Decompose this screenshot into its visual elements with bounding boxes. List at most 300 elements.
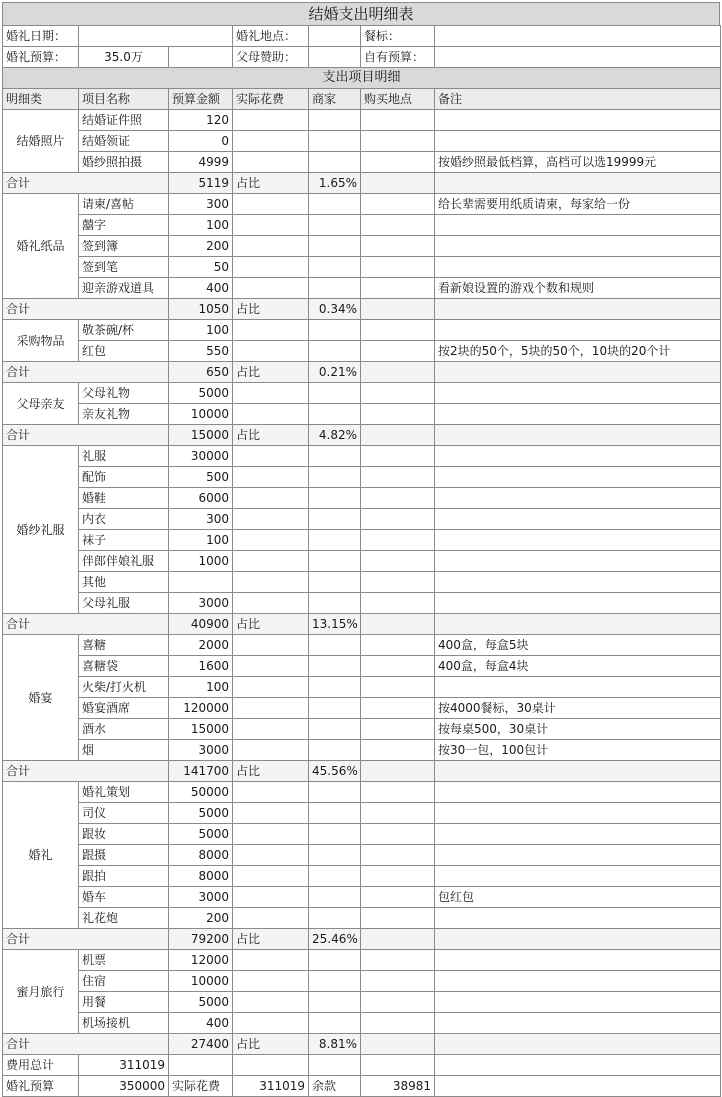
budget-amount-cell[interactable]: 15000 <box>169 719 233 740</box>
budget-amount-cell[interactable]: 500 <box>169 467 233 488</box>
purchase-place-cell[interactable] <box>361 656 435 677</box>
purchase-place-cell[interactable] <box>361 383 435 404</box>
vendor-cell[interactable] <box>309 740 361 761</box>
ratio-value: 13.15% <box>309 614 361 635</box>
purchase-place-cell[interactable] <box>361 887 435 908</box>
item-name-cell[interactable]: 父母礼物 <box>79 383 169 404</box>
vendor-cell[interactable] <box>309 1013 361 1034</box>
vendor-cell[interactable] <box>309 719 361 740</box>
budget-amount-cell[interactable]: 50000 <box>169 782 233 803</box>
purchase-place-cell[interactable] <box>361 467 435 488</box>
subtotal-row <box>3 614 721 635</box>
empty-cell[interactable] <box>361 173 435 194</box>
note-cell[interactable]: 400盒，每盒4块 <box>435 656 721 677</box>
note-cell[interactable] <box>435 971 721 992</box>
vendor-cell[interactable] <box>309 803 361 824</box>
empty-cell[interactable] <box>233 1055 309 1076</box>
purchase-place-cell[interactable] <box>361 236 435 257</box>
vendor-cell[interactable] <box>309 194 361 215</box>
item-row <box>3 110 721 131</box>
actual-cost-cell[interactable] <box>233 236 309 257</box>
empty-cell[interactable] <box>435 362 721 383</box>
item-name-cell[interactable]: 迎亲游戏道具 <box>79 278 169 299</box>
actual-cost-cell[interactable] <box>233 257 309 278</box>
subtotal-budget: 141700 <box>169 761 233 782</box>
item-name-cell[interactable]: 婚车 <box>79 887 169 908</box>
item-row <box>3 824 721 845</box>
note-cell[interactable] <box>435 530 721 551</box>
purchase-place-cell[interactable] <box>361 971 435 992</box>
budget-amount-cell[interactable]: 400 <box>169 1013 233 1034</box>
item-name-cell[interactable]: 婚宴酒席 <box>79 698 169 719</box>
item-row <box>3 467 721 488</box>
purchase-place-cell[interactable] <box>361 509 435 530</box>
item-name-cell[interactable]: 跟拍 <box>79 866 169 887</box>
category-name: 结婚照片 <box>3 110 79 173</box>
vendor-cell[interactable] <box>309 971 361 992</box>
budget-amount-cell[interactable]: 12000 <box>169 950 233 971</box>
purchase-place-cell[interactable] <box>361 1013 435 1034</box>
purchase-place-cell[interactable] <box>361 530 435 551</box>
actual-cost-cell[interactable] <box>233 782 309 803</box>
actual-cost-cell[interactable] <box>233 1013 309 1034</box>
item-name-cell[interactable]: 酒水 <box>79 719 169 740</box>
col-header-actual: 实际花费 <box>233 89 309 110</box>
info-row-2 <box>3 47 721 68</box>
item-name-cell[interactable]: 婚礼策划 <box>79 782 169 803</box>
actual-cost-cell[interactable] <box>233 467 309 488</box>
purchase-place-cell[interactable] <box>361 320 435 341</box>
item-name-cell[interactable]: 喜糖袋 <box>79 656 169 677</box>
actual-cost-cell[interactable] <box>233 866 309 887</box>
note-cell[interactable] <box>435 509 721 530</box>
purchase-place-cell[interactable] <box>361 698 435 719</box>
actual-cost-cell[interactable] <box>233 551 309 572</box>
item-row <box>3 908 721 929</box>
budget-value-cell[interactable]: 35.0万 <box>79 47 169 68</box>
item-name-cell[interactable]: 父母礼服 <box>79 593 169 614</box>
vendor-cell[interactable] <box>309 509 361 530</box>
note-cell[interactable]: 按每桌500，30桌计 <box>435 719 721 740</box>
actual-cost-cell[interactable] <box>233 404 309 425</box>
note-cell[interactable] <box>435 992 721 1013</box>
empty-cell[interactable] <box>361 929 435 950</box>
purchase-place-cell[interactable] <box>361 740 435 761</box>
budget-amount-cell[interactable]: 120 <box>169 110 233 131</box>
purchase-place-cell[interactable] <box>361 593 435 614</box>
section-title-row <box>3 68 721 89</box>
vendor-cell[interactable] <box>309 152 361 173</box>
subtotal-label: 合计 <box>3 1034 169 1055</box>
vendor-cell[interactable] <box>309 845 361 866</box>
empty-cell[interactable] <box>309 1055 361 1076</box>
note-cell[interactable] <box>435 1013 721 1034</box>
item-name-cell[interactable]: 机票 <box>79 950 169 971</box>
item-name-cell[interactable]: 用餐 <box>79 992 169 1013</box>
actual-cost-cell[interactable] <box>233 803 309 824</box>
purchase-place-cell[interactable] <box>361 551 435 572</box>
budget-amount-cell[interactable]: 6000 <box>169 488 233 509</box>
purchase-place-cell[interactable] <box>361 341 435 362</box>
empty-cell[interactable] <box>361 1055 435 1076</box>
subtotal-label: 合计 <box>3 929 169 950</box>
budget-amount-cell[interactable]: 5000 <box>169 992 233 1013</box>
item-name-cell[interactable]: 签到笔 <box>79 257 169 278</box>
note-cell[interactable] <box>435 404 721 425</box>
vendor-cell[interactable] <box>309 593 361 614</box>
actual-cost-cell[interactable] <box>233 572 309 593</box>
item-name-cell[interactable]: 火柴/打火机 <box>79 677 169 698</box>
budget-amount-cell[interactable]: 30000 <box>169 446 233 467</box>
note-cell[interactable] <box>435 488 721 509</box>
empty-cell[interactable] <box>435 1076 721 1097</box>
budget-amount-cell[interactable]: 100 <box>169 320 233 341</box>
note-cell[interactable] <box>435 572 721 593</box>
col-header-place: 购买地点 <box>361 89 435 110</box>
budget-amount-cell[interactable]: 300 <box>169 194 233 215</box>
empty-cell[interactable] <box>361 299 435 320</box>
budget-amount-cell[interactable]: 3000 <box>169 740 233 761</box>
note-cell[interactable]: 包红包 <box>435 887 721 908</box>
purchase-place-cell[interactable] <box>361 803 435 824</box>
note-cell[interactable] <box>435 824 721 845</box>
budget-amount-cell[interactable]: 5000 <box>169 824 233 845</box>
budget-amount-cell[interactable]: 550 <box>169 341 233 362</box>
empty-cell[interactable] <box>435 425 721 446</box>
purchase-place-cell[interactable] <box>361 131 435 152</box>
vendor-cell[interactable] <box>309 992 361 1013</box>
item-name-cell[interactable]: 结婚证件照 <box>79 110 169 131</box>
item-name-cell[interactable]: 婚纱照拍摄 <box>79 152 169 173</box>
note-cell[interactable] <box>435 446 721 467</box>
note-cell[interactable] <box>435 320 721 341</box>
empty-cell[interactable] <box>361 425 435 446</box>
vendor-cell[interactable] <box>309 446 361 467</box>
note-cell[interactable] <box>435 131 721 152</box>
purchase-place-cell[interactable] <box>361 572 435 593</box>
actual-cost-cell[interactable] <box>233 446 309 467</box>
budget-amount-cell[interactable]: 10000 <box>169 404 233 425</box>
empty-cell[interactable] <box>169 47 233 68</box>
item-name-cell[interactable]: 司仪 <box>79 803 169 824</box>
parents-support-cell[interactable] <box>309 47 361 68</box>
item-row <box>3 677 721 698</box>
empty-cell[interactable] <box>361 614 435 635</box>
budget-amount-cell[interactable]: 100 <box>169 677 233 698</box>
actual-cost-cell[interactable] <box>233 383 309 404</box>
item-name-cell[interactable]: 请柬/喜帖 <box>79 194 169 215</box>
purchase-place-cell[interactable] <box>361 404 435 425</box>
budget-amount-cell[interactable]: 3000 <box>169 887 233 908</box>
sheet-title: 结婚支出明细表 <box>2 2 720 26</box>
empty-cell[interactable] <box>435 299 721 320</box>
ratio-value: 0.34% <box>309 299 361 320</box>
note-cell[interactable] <box>435 866 721 887</box>
actual-cost-cell[interactable] <box>233 110 309 131</box>
item-row <box>3 656 721 677</box>
note-cell[interactable]: 按4000餐标，30桌计 <box>435 698 721 719</box>
note-cell[interactable] <box>435 950 721 971</box>
actual-cost-cell[interactable] <box>233 719 309 740</box>
balance-label: 余款 <box>309 1076 361 1097</box>
empty-cell[interactable] <box>361 362 435 383</box>
vendor-cell[interactable] <box>309 887 361 908</box>
actual-cost-cell[interactable] <box>233 677 309 698</box>
empty-cell[interactable] <box>169 1055 233 1076</box>
meal-standard-cell[interactable] <box>435 26 721 47</box>
vendor-cell[interactable] <box>309 551 361 572</box>
item-name-cell[interactable]: 机场接机 <box>79 1013 169 1034</box>
budget-amount-cell[interactable]: 8000 <box>169 866 233 887</box>
note-cell[interactable] <box>435 383 721 404</box>
item-name-cell[interactable]: 礼服 <box>79 446 169 467</box>
note-cell[interactable] <box>435 803 721 824</box>
note-cell[interactable] <box>435 677 721 698</box>
item-row <box>3 131 721 152</box>
item-name-cell[interactable]: 内衣 <box>79 509 169 530</box>
vendor-cell[interactable] <box>309 908 361 929</box>
actual-cost-cell[interactable] <box>233 992 309 1013</box>
purchase-place-cell[interactable] <box>361 110 435 131</box>
item-row <box>3 719 721 740</box>
vendor-cell[interactable] <box>309 656 361 677</box>
purchase-place-cell[interactable] <box>361 866 435 887</box>
note-cell[interactable]: 按婚纱照最低档算，高档可以选19999元 <box>435 152 721 173</box>
subtotal-row <box>3 929 721 950</box>
vendor-cell[interactable] <box>309 866 361 887</box>
budget-amount-cell[interactable]: 300 <box>169 509 233 530</box>
budget-amount-cell[interactable] <box>169 572 233 593</box>
empty-cell[interactable] <box>435 1034 721 1055</box>
empty-cell[interactable] <box>435 614 721 635</box>
actual-cost-cell[interactable] <box>233 593 309 614</box>
balance-value: 38981 <box>361 1076 435 1097</box>
budget-amount-cell[interactable]: 0 <box>169 131 233 152</box>
note-cell[interactable] <box>435 257 721 278</box>
item-name-cell[interactable]: 伴郎伴娘礼服 <box>79 551 169 572</box>
actual-cost-cell[interactable] <box>233 656 309 677</box>
note-cell[interactable]: 给长辈需要用纸质请柬，每家给一份 <box>435 194 721 215</box>
item-name-cell[interactable]: 结婚领证 <box>79 131 169 152</box>
budget-amount-cell[interactable]: 50 <box>169 257 233 278</box>
ratio-label: 占比 <box>233 1034 309 1055</box>
empty-cell[interactable] <box>435 761 721 782</box>
empty-cell[interactable] <box>361 1034 435 1055</box>
wedding-place-cell[interactable] <box>309 26 361 47</box>
item-name-cell[interactable]: 敬茶碗/杯 <box>79 320 169 341</box>
actual-cost-cell[interactable] <box>233 740 309 761</box>
vendor-cell[interactable] <box>309 215 361 236</box>
vendor-cell[interactable] <box>309 110 361 131</box>
vendor-cell[interactable] <box>309 404 361 425</box>
subtotal-budget: 1050 <box>169 299 233 320</box>
item-name-cell[interactable]: 住宿 <box>79 971 169 992</box>
purchase-place-cell[interactable] <box>361 215 435 236</box>
purchase-place-cell[interactable] <box>361 992 435 1013</box>
budget-amount-cell[interactable]: 1000 <box>169 551 233 572</box>
budget-amount-cell[interactable]: 8000 <box>169 845 233 866</box>
note-cell[interactable]: 400盒，每盒5块 <box>435 635 721 656</box>
item-name-cell[interactable]: 其他 <box>79 572 169 593</box>
actual-cost-cell[interactable] <box>233 341 309 362</box>
note-cell[interactable] <box>435 593 721 614</box>
note-cell[interactable] <box>435 236 721 257</box>
item-name-cell[interactable]: 签到簿 <box>79 236 169 257</box>
actual-cost-cell[interactable] <box>233 320 309 341</box>
note-cell[interactable]: 按2块的50个，5块的50个，10块的20个计 <box>435 341 721 362</box>
item-name-cell[interactable]: 跟摄 <box>79 845 169 866</box>
subtotal-label: 合计 <box>3 614 169 635</box>
wedding-date-cell[interactable] <box>79 26 233 47</box>
purchase-place-cell[interactable] <box>361 845 435 866</box>
item-row <box>3 992 721 1013</box>
budget-amount-cell[interactable]: 100 <box>169 530 233 551</box>
item-row <box>3 194 721 215</box>
vendor-cell[interactable] <box>309 383 361 404</box>
note-cell[interactable] <box>435 467 721 488</box>
item-row <box>3 551 721 572</box>
budget-amount-cell[interactable]: 4999 <box>169 152 233 173</box>
vendor-cell[interactable] <box>309 572 361 593</box>
purchase-place-cell[interactable] <box>361 152 435 173</box>
item-name-cell[interactable]: 跟妆 <box>79 824 169 845</box>
actual-cost-cell[interactable] <box>233 152 309 173</box>
budget-amount-cell[interactable]: 3000 <box>169 593 233 614</box>
budget-amount-cell[interactable]: 10000 <box>169 971 233 992</box>
item-row <box>3 1013 721 1034</box>
vendor-cell[interactable] <box>309 278 361 299</box>
budget-amount-cell[interactable]: 5000 <box>169 803 233 824</box>
vendor-cell[interactable] <box>309 635 361 656</box>
vendor-cell[interactable] <box>309 530 361 551</box>
item-row <box>3 593 721 614</box>
actual-cost-cell[interactable] <box>233 635 309 656</box>
budget-summary-row <box>3 1076 721 1097</box>
item-name-cell[interactable]: 烟 <box>79 740 169 761</box>
item-row <box>3 257 721 278</box>
category-name: 蜜月旅行 <box>3 950 79 1034</box>
purchase-place-cell[interactable] <box>361 446 435 467</box>
budget-amount-cell[interactable]: 5000 <box>169 383 233 404</box>
purchase-place-cell[interactable] <box>361 257 435 278</box>
actual-cost-cell[interactable] <box>233 698 309 719</box>
note-cell[interactable] <box>435 110 721 131</box>
vendor-cell[interactable] <box>309 341 361 362</box>
vendor-cell[interactable] <box>309 950 361 971</box>
item-name-cell[interactable]: 红包 <box>79 341 169 362</box>
actual-cost-cell[interactable] <box>233 845 309 866</box>
vendor-cell[interactable] <box>309 320 361 341</box>
actual-cost-cell[interactable] <box>233 215 309 236</box>
purchase-place-cell[interactable] <box>361 677 435 698</box>
vendor-cell[interactable] <box>309 467 361 488</box>
purchase-place-cell[interactable] <box>361 950 435 971</box>
empty-cell[interactable] <box>435 173 721 194</box>
empty-cell[interactable] <box>361 761 435 782</box>
item-name-cell[interactable]: 喜糖 <box>79 635 169 656</box>
subtotal-label: 合计 <box>3 425 169 446</box>
budget-amount-cell[interactable]: 2000 <box>169 635 233 656</box>
item-row <box>3 866 721 887</box>
purchase-place-cell[interactable] <box>361 908 435 929</box>
vendor-cell[interactable] <box>309 824 361 845</box>
budget-amount-cell[interactable]: 100 <box>169 215 233 236</box>
note-cell[interactable] <box>435 215 721 236</box>
item-name-cell[interactable]: 配饰 <box>79 467 169 488</box>
item-row <box>3 215 721 236</box>
item-name-cell[interactable]: 囍字 <box>79 215 169 236</box>
purchase-place-cell[interactable] <box>361 194 435 215</box>
category-name: 父母亲友 <box>3 383 79 425</box>
actual-cost-cell[interactable] <box>233 131 309 152</box>
actual-cost-cell[interactable] <box>233 950 309 971</box>
actual-cost-cell[interactable] <box>233 530 309 551</box>
purchase-place-cell[interactable] <box>361 824 435 845</box>
actual-cost-cell[interactable] <box>233 278 309 299</box>
note-cell[interactable]: 按30一包，100包计 <box>435 740 721 761</box>
column-header-row <box>3 89 721 110</box>
actual-cost-cell[interactable] <box>233 887 309 908</box>
vendor-cell[interactable] <box>309 488 361 509</box>
actual-cost-cell[interactable] <box>233 509 309 530</box>
budget-amount-cell[interactable]: 200 <box>169 236 233 257</box>
subtotal-budget: 5119 <box>169 173 233 194</box>
budget-amount-cell[interactable]: 1600 <box>169 656 233 677</box>
actual-cost-cell[interactable] <box>233 194 309 215</box>
budget-amount-cell[interactable]: 400 <box>169 278 233 299</box>
actual-cost-cell[interactable] <box>233 971 309 992</box>
actual-cost-cell[interactable] <box>233 908 309 929</box>
item-name-cell[interactable]: 礼花炮 <box>79 908 169 929</box>
note-cell[interactable] <box>435 782 721 803</box>
vendor-cell[interactable] <box>309 236 361 257</box>
subtotal-budget: 40900 <box>169 614 233 635</box>
subtotal-budget: 27400 <box>169 1034 233 1055</box>
note-cell[interactable] <box>435 551 721 572</box>
purchase-place-cell[interactable] <box>361 488 435 509</box>
note-cell[interactable]: 看新娘设置的游戏个数和规则 <box>435 278 721 299</box>
category-name: 婚宴 <box>3 635 79 761</box>
purchase-place-cell[interactable] <box>361 278 435 299</box>
subtotal-row <box>3 425 721 446</box>
budget-amount-cell[interactable]: 120000 <box>169 698 233 719</box>
actual-cost-cell[interactable] <box>233 488 309 509</box>
purchase-place-cell[interactable] <box>361 635 435 656</box>
vendor-cell[interactable] <box>309 131 361 152</box>
actual-cost-cell[interactable] <box>233 824 309 845</box>
purchase-place-cell[interactable] <box>361 782 435 803</box>
item-name-cell[interactable]: 袜子 <box>79 530 169 551</box>
item-name-cell[interactable]: 亲友礼物 <box>79 404 169 425</box>
note-cell[interactable] <box>435 845 721 866</box>
category-name: 婚礼 <box>3 782 79 929</box>
empty-cell[interactable] <box>435 929 721 950</box>
item-row <box>3 446 721 467</box>
item-name-cell[interactable]: 婚鞋 <box>79 488 169 509</box>
budget-amount-cell[interactable]: 200 <box>169 908 233 929</box>
purchase-place-cell[interactable] <box>361 719 435 740</box>
vendor-cell[interactable] <box>309 677 361 698</box>
ratio-label: 占比 <box>233 173 309 194</box>
empty-cell[interactable] <box>435 1055 721 1076</box>
vendor-cell[interactable] <box>309 782 361 803</box>
item-row <box>3 509 721 530</box>
vendor-cell[interactable] <box>309 257 361 278</box>
vendor-cell[interactable] <box>309 698 361 719</box>
note-cell[interactable] <box>435 908 721 929</box>
expense-table <box>2 25 721 1097</box>
own-budget-cell[interactable] <box>435 47 721 68</box>
